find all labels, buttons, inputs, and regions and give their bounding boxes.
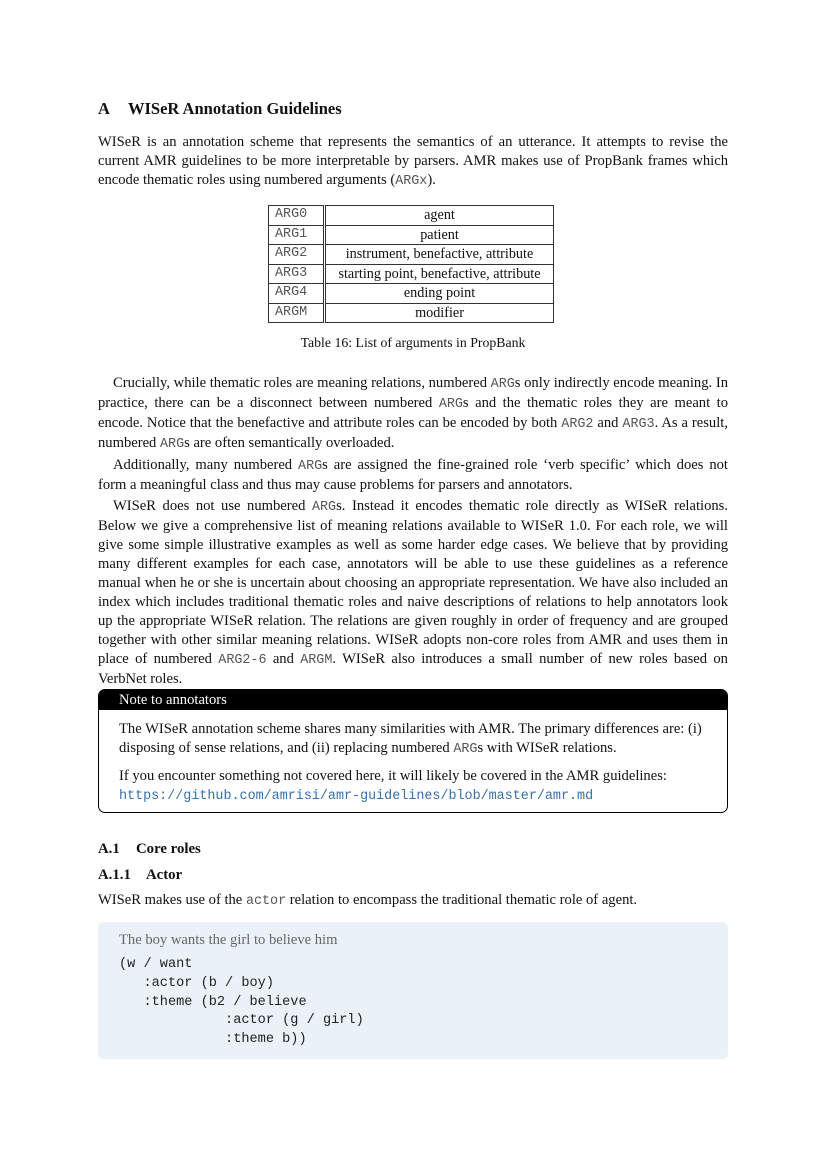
propbank-args-table xyxy=(268,205,554,323)
paragraph-additionally: Additionally, many numbered ARGs are assigned the fine-grained role ‘verb specific’ which does not form a meaningful class and thus may cause problems for parsers and annotators. xyxy=(98,457,728,493)
table-row xyxy=(269,225,554,245)
amr-guidelines-link[interactable]: https://github.com/amrisi/amr-guidelines/blob/master/amr.md xyxy=(119,789,594,804)
arg-key: ARG2 xyxy=(269,245,325,265)
note-title: Note to annotators xyxy=(99,690,727,710)
arg-role: starting point, benefactive, attribute xyxy=(325,264,554,284)
amr-line: :actor (g / girl) xyxy=(119,1013,364,1029)
table-row xyxy=(269,303,554,323)
arg-role: agent xyxy=(325,206,554,226)
arg-role: ending point xyxy=(325,284,554,304)
note-box xyxy=(98,689,728,813)
code-argx: ARGx xyxy=(395,174,428,189)
arg-key: ARGM xyxy=(269,303,325,323)
arg-role: patient xyxy=(325,225,554,245)
subsection-heading: A.1 Core roles xyxy=(98,841,201,857)
amr-line: (w / want xyxy=(119,957,193,972)
arg-key: ARG4 xyxy=(269,284,325,304)
amr-line: :theme b)) xyxy=(119,1032,307,1048)
code-actor: actor xyxy=(245,894,287,909)
table-row xyxy=(269,206,554,226)
note-paragraph-2: If you encounter something not covered here, it will likely be covered in the AMR guidelines: https://github.com/amrisi/amr-guidelines/blob/master/amr.md xyxy=(119,768,667,804)
arg-role: modifier xyxy=(325,303,554,323)
section-number: A xyxy=(98,99,110,118)
body-text xyxy=(98,374,728,691)
paragraph-crucially: Crucially, while thematic roles are meaning relations, numbered ARGs only indirectly encode meaning. In practice, there can be a disconnect between numbered ARGs and the thematic roles they are meant to encode. Notice that the benefactive and attribute roles can be encoded by both ARG2 and ARG3. As a result, numbered ARGs are often semantically overloaded. xyxy=(98,375,728,452)
table-caption: Table 16: List of arguments in PropBank xyxy=(300,335,526,350)
arg-role: instrument, benefactive, attribute xyxy=(325,245,554,265)
amr-line: :theme (b2 / believe xyxy=(119,994,307,1010)
example-box xyxy=(98,922,728,1059)
amr-line: :actor (b / boy) xyxy=(119,975,274,991)
example-sentence: The boy wants the girl to believe him xyxy=(119,932,338,948)
actor-paragraph: WISeR makes use of the actor relation to encompass the traditional thematic role of agent. xyxy=(98,892,638,909)
subsubsection-heading: A.1.1 Actor xyxy=(98,867,183,883)
paragraph-wiser-relations: WISeR does not use numbered ARGs. Instead it encodes thematic role directly as WISeR relations. Below we give a comprehensive list of meaning relations available to WISeR 1.0. For each role, we will give some simple illustrative examples as well as some harder edge cases. We believe that by providing many different examples for each case, annotators will be able to use these guidelines as a reference manual when he or she is uncertain about choosing an appropriate representation. We have also included an index which includes traditional thematic roles and naive descriptions of relations to help annotators look up the appropriate WISeR relation. The relations are given roughly in order of frequency and are grouped together with other similar meaning relations. WISeR adopts non-core roles from AMR and uses them in place of numbered ARG2-6 and ARGM. WISeR also introduces a small number of new roles based on VerbNet roles. xyxy=(98,498,728,687)
intro-paragraph: WISeR is an annotation scheme that represents the semantics of an utterance. It attempts to revise the current AMR guidelines to be more interpretable by parsers. AMR makes use of PropBank frames which encode thematic roles using numbered arguments (ARGx). xyxy=(98,134,728,189)
table-row xyxy=(269,245,554,265)
section-title: WISeR Annotation Guidelines xyxy=(128,99,342,118)
arg-key: ARG0 xyxy=(269,206,325,226)
arg-key: ARG1 xyxy=(269,225,325,245)
table-row xyxy=(269,264,554,284)
section-heading xyxy=(98,99,342,119)
arg-key: ARG3 xyxy=(269,264,325,284)
table-row xyxy=(269,284,554,304)
note-paragraph-1: The WISeR annotation scheme shares many similarities with AMR. The primary differences are: (i) disposing of sense relations, and (ii) replacing numbered ARGs with WISeR relations. xyxy=(119,721,702,757)
amr-graph xyxy=(119,956,364,1050)
